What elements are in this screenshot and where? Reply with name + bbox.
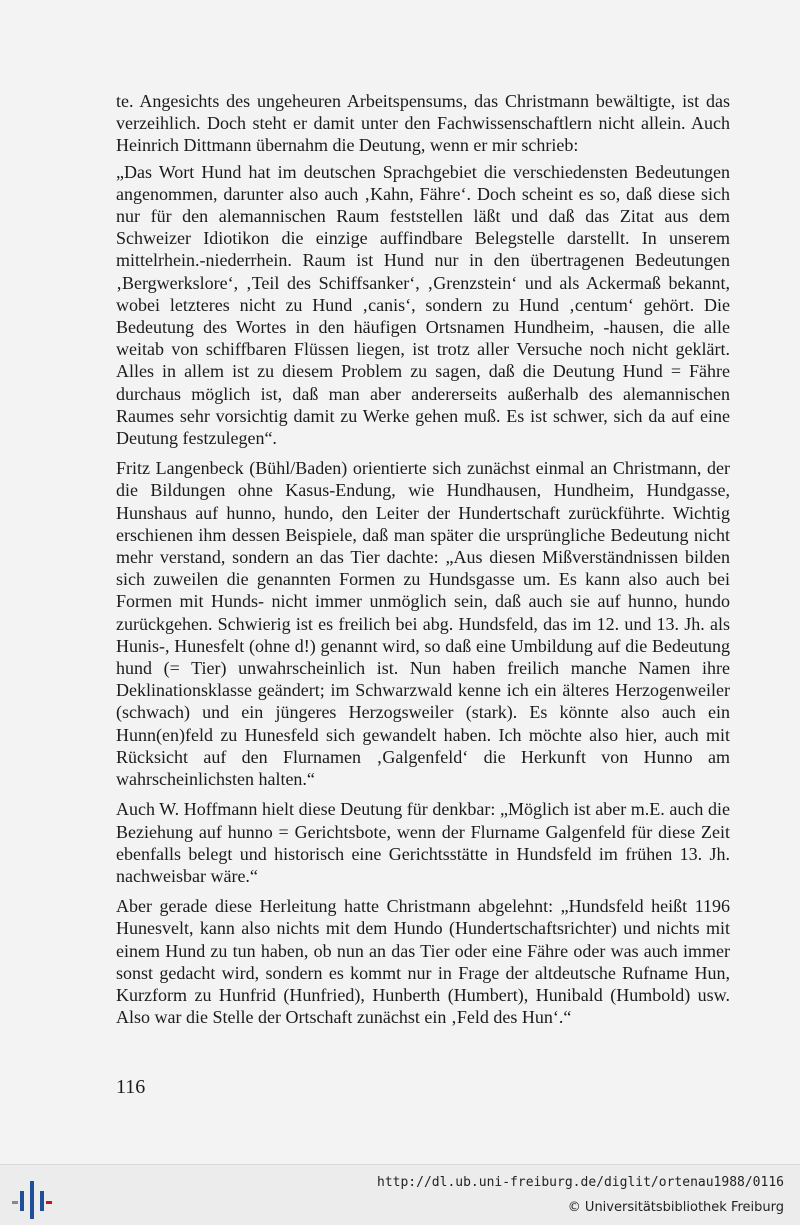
footer-bar — [0, 1164, 800, 1225]
footer-source-link[interactable]: http://dl.ub.uni-freiburg.de/diglit/ortenau1988/0116 — [377, 1175, 784, 1190]
paragraph-1: te. Angesichts des ungeheuren Arbeitspensums, das Christmann bewältigte, ist das verzeihlich. Doch steht er damit unter den Fachwissenschaftlern nicht allein. Auch Heinrich Dittmann übernahm die Deutung, wenn er mir schrieb: — [116, 91, 730, 156]
paragraph-hoffmann: Auch W. Hoffmann hielt diese Deutung für denkbar: „Möglich ist aber m.E. auch die Beziehung auf hunno = Gerichtsbote, wenn der Flurname Galgenfeld für diese Zeit ebenfalls belegt und historisch eine Gerichtsstätte in Hundsfeld im frühen 13. Jh. nachweisbar wäre.“ — [116, 799, 730, 886]
page-number: 116 — [116, 1076, 146, 1098]
body-text — [116, 90, 730, 1036]
paragraph-christmann: Aber gerade diese Herleitung hatte Christmann abgelehnt: „Hundsfeld heißt 1196 Hunesvelt, kann also nichts mit dem Hundo (Hundertschaftsrichter) und nichts mit einem Hund zu tun haben, ob nun an das Tier oder eine Fähre oder was auch immer sonst gedacht wird, sondern es kommt nur in Frage der altdeutsche Rufname Hun, Kurzform zu Hunfrid (Hunfried), Hunberth (Humbert), Hunibald (Humbold) usw. Also war die Stelle der Ortschaft zunächst ein ‚Feld des Hun‘.“ — [116, 896, 730, 1028]
ub-freiburg-logo-icon — [12, 1175, 52, 1219]
paragraph-langenbeck: Fritz Langenbeck (Bühl/Baden) orientierte sich zunächst einmal an Christmann, der die Bildungen ohne Kasus-Endung, wie Hundhausen, Hundheim, Hundgasse, Hunshaus auf hunno, hundo, den Leiter der Hundertschaft zurückführte. Wichtig erschienen ihm dessen Beispiele, daß man später die ursprüngliche Bedeutung nicht mehr verstand, sondern an das Tier dachte: „Aus diesen Mißverständnissen bilden sich zuweilen die genannten Formen zu Hundsgasse um. Es kann also auch bei Formen mit Hunds- nicht immer unmöglich sein, daß auch sie auf hunno, hundo zurückgehen. Schwierig ist es freilich bei abg. Hundsfeld, das im 12. und 13. Jh. als Hunis-, Hunesfelt (ohne d!) genannt wird, so daß eine Umbildung auf die Bedeutung hund (= Tier) unwahrscheinlich ist. Nun haben freilich manche Namen ihre Deklinationsklasse geändert; im Schwarzwald kenne ich ein älteres Herzogenweiler (schwach) und ein jüngeres Herzogsweiler (stark). Es könnte also auch ein Hunn(en)feld zu Hunesfeld sich gewandelt haben. Ich möchte also hier, auch mit Rücksicht auf den Flurnamen ‚Galgenfeld‘ die Herkunft von Hunno am wahrscheinlichsten halten.“ — [116, 458, 730, 790]
footer-copyright: © Universitätsbibliothek Freiburg — [567, 1200, 784, 1215]
paragraph-quote-dittmann: „Das Wort Hund hat im deutschen Sprachgebiet die verschiedensten Bedeutungen angenommen, darunter also auch ‚Kahn, Fähre‘. Doch scheint es so, daß diese sich nur für den alemannischen Raum feststellen läßt und daß das Zitat aus dem Schweizer Idiotikon die einzige auffindbare Belegstelle darstellt. In unserem mittelrhein.-niederrhein. Raum ist Hund nur in den übertragenen Bedeutungen ‚Bergwerkslore‘, ‚Teil des Schiffsanker‘, ‚Grenzstein‘ und als Ackermaß bekannt, wobei letzteres nicht zu Hund ‚canis‘, sondern zu Hund ‚centum‘ gehört. Die Bedeutung des Wortes in den häufigen Ortsnamen Hundheim, -hausen, die alle weitab von schiffbaren Flüssen liegen, ist trotz aller Versuche noch nicht geklärt. Alles in allem ist zu diesem Problem zu sagen, daß die Deutung Hund = Fähre durchaus möglich ist, daß man aber andererseits außerhalb des alemannischen Raumes sehr vorsichtig damit zu Werke gehen muß. Es ist schwer, sich da auf eine Deutung festzulegen“. — [116, 161, 730, 449]
